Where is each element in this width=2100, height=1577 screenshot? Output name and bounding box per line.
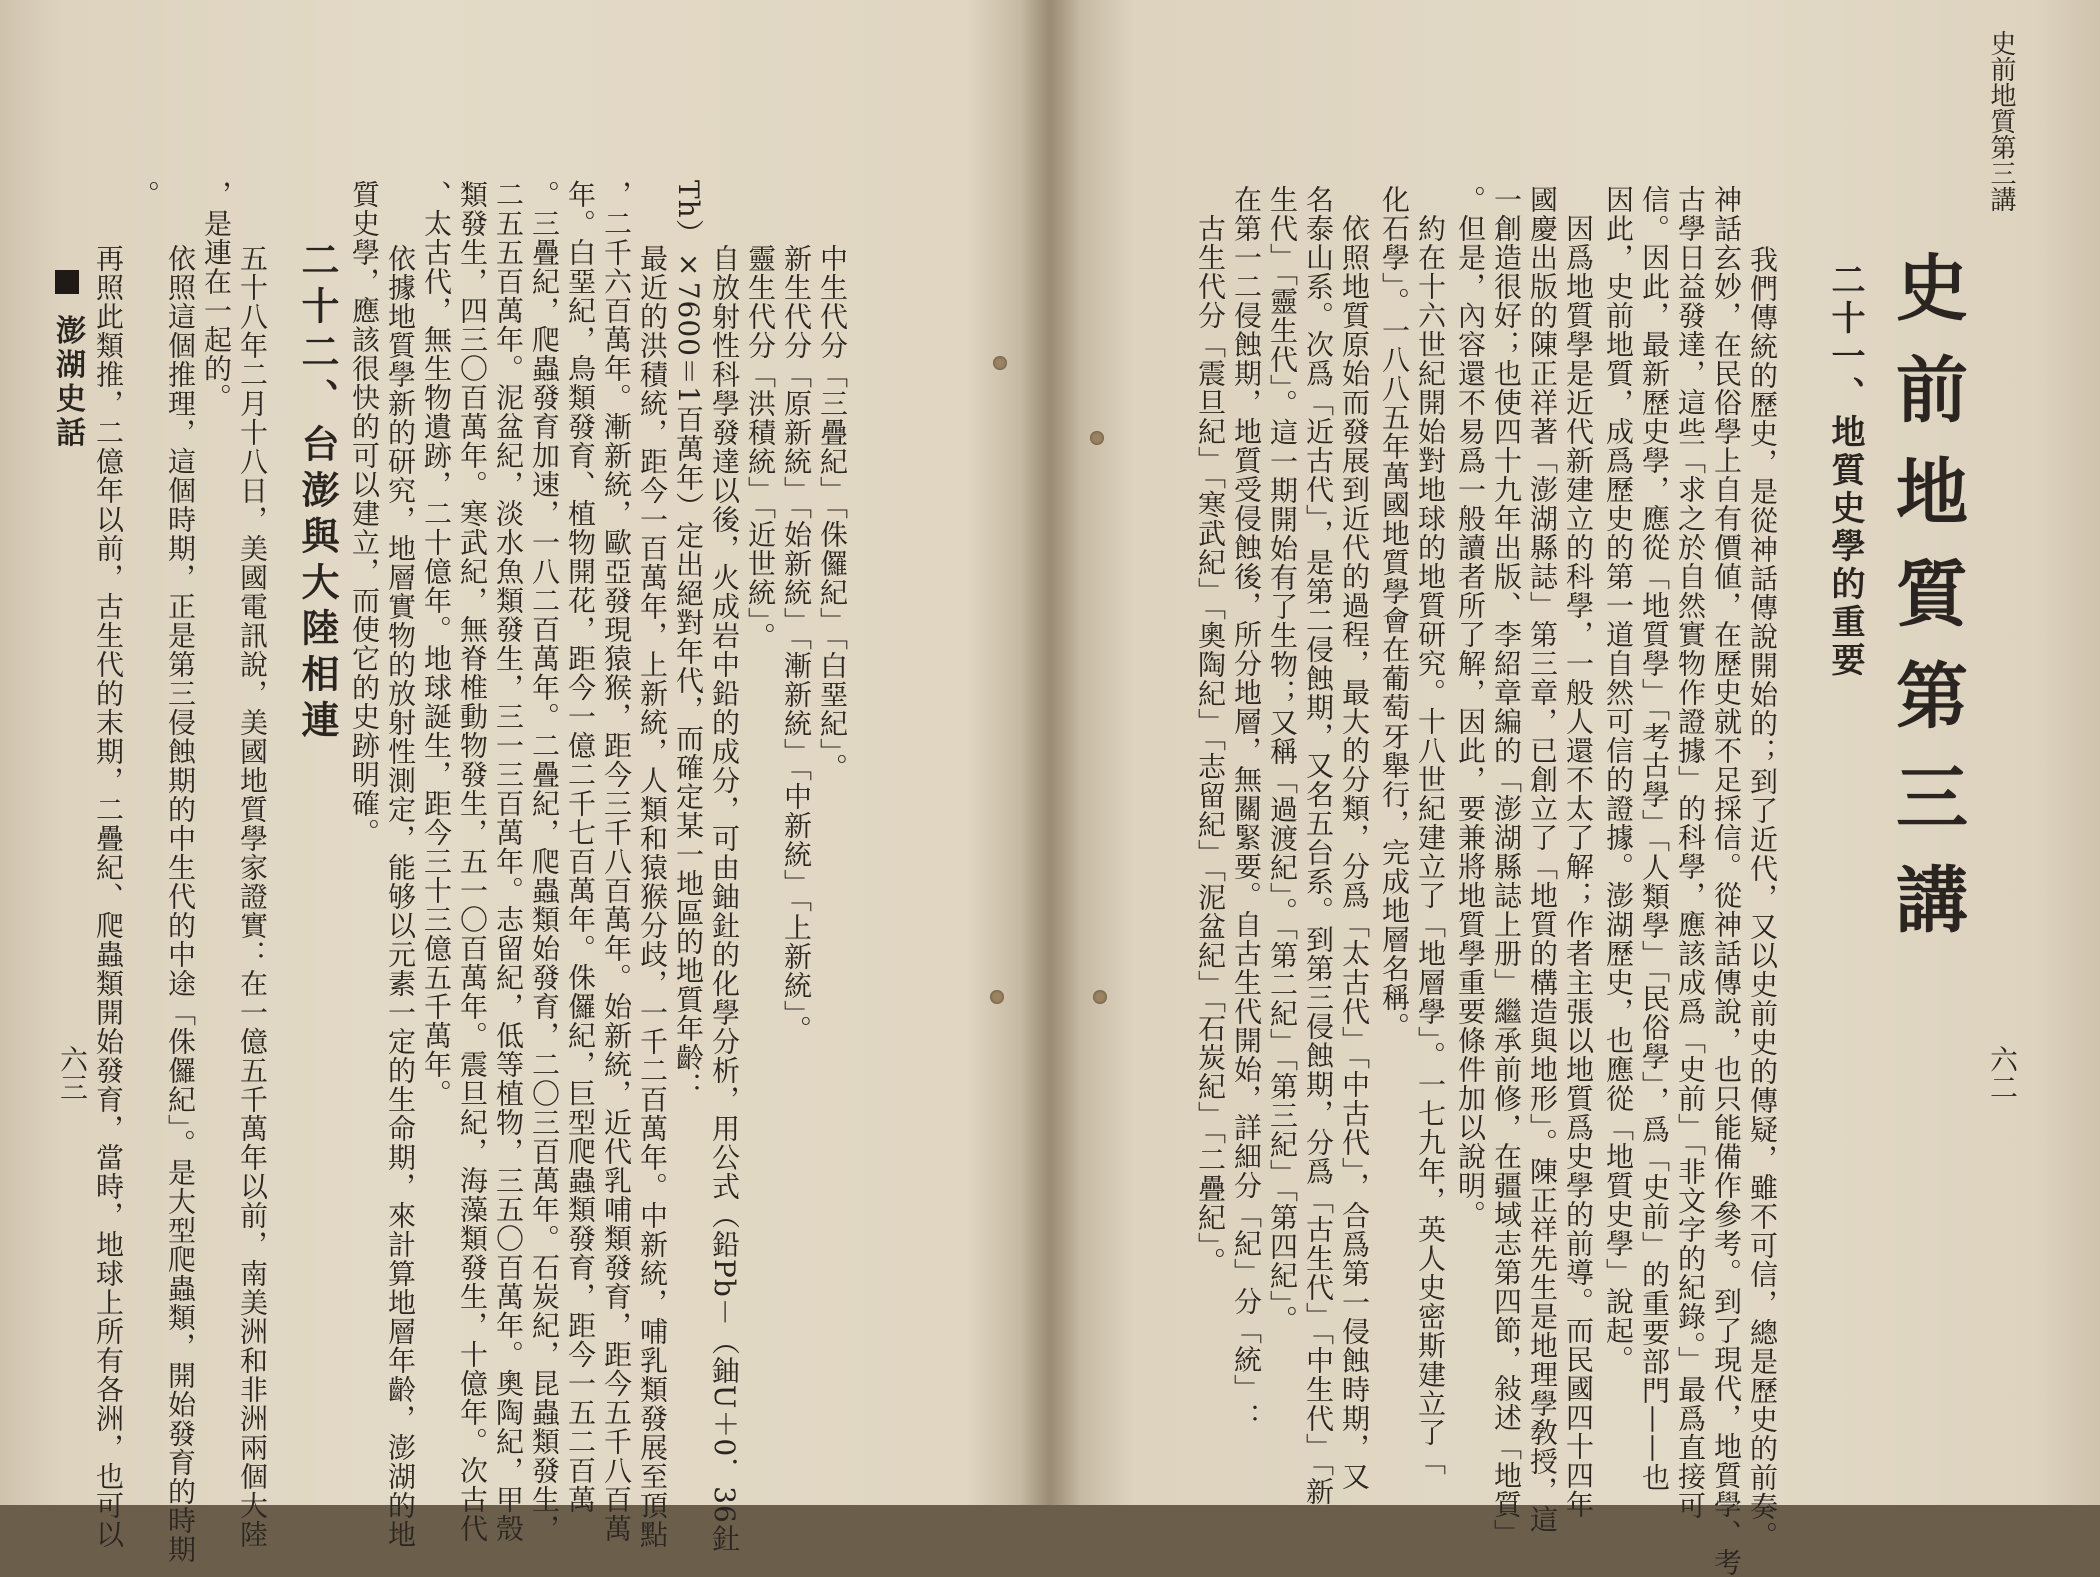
folio-marker-icon [55,270,79,294]
text-column: ，是連在一起的。 [200,180,233,412]
text-column: 類發生，四三〇百萬年。寒武紀，無脊椎動物發生，五一〇百萬年。震旦紀，海藻類發生，十億年。次古代 [456,180,489,1543]
text-column: 中生代分「三疊紀」「侏儸紀」「白堊紀」。 [816,215,849,782]
text-column: 。三疊紀，爬蟲發育加速，一八二百萬年。二疊紀，爬蟲類始發育，二〇三百萬年。石炭紀，昆蟲類發生， [528,180,561,1543]
book-folio [50,270,85,451]
text-column: 信。因此，最新歷史學，應從「地質學」「考古學」「人類學」「民俗學」，爲「史前」的重要部門——也 [1638,185,1671,1492]
text-column: 國慶出版的陳正祥著「澎湖縣誌」第三章，已創立了「地質的構造與地形」。陳正祥先生是地理學敎授，這 [1526,185,1559,1534]
section-heading-22: 二十二、台澎與大陸相連 [295,240,340,746]
text-column: 生代」「靈生代」。這一期開始有了生物；又稱「過渡紀」。「第二紀」「第三紀」「第四紀」。 [1266,185,1299,1334]
text-column: 年。白堊紀，鳥類發育、植物開花，距今一億二千七百萬年。侏儸紀，巨型爬蟲類發育，距今一五二百萬 [564,180,597,1514]
page-number: 六三 [56,1045,89,1101]
text-column: 因此，史前地質，成爲歷史的第一道自然可信的證據。澎湖歷史，也應從「地質史學」說起。 [1602,185,1635,1374]
book-title: 澎湖史話 [50,314,85,451]
running-head: 史前地質第三講 [1986,30,2016,212]
text-column: 新生代分「原新統」「始新統」「漸新統」「中新統」「上新統」。 [780,215,813,1044]
text-column: 自放射性科學發達以後，火成岩中鉛的成分，可由鈾釷的化學分析，用公式（鉛Pb－（鈾U＋0．36釷 [708,215,741,1553]
text-column: 古學日益發達，這些「求之於自然實物作證據」的科學，應該成爲「史前」「非文字的紀錄。」最爲直接可 [1674,185,1707,1520]
text-column: 。 [128,180,161,209]
text-column: 名泰山系。次爲「近古代」，是第二侵蝕期，又名五台系。到第三侵蝕期，分爲「古生代」「中生代」「新 [1302,185,1335,1506]
text-column: 二五五百萬年。泥盆紀，淡水魚類發生，三一三百萬年。志留紀，低等植物，三五〇百萬年。奧陶紀，甲殼 [492,180,525,1543]
text-column: 在第一二侵蝕期，地質受侵蝕後，所分地層，無關緊要。自古生代開始，詳細分「紀」分「統」： [1230,185,1263,1432]
text-column: 我們傳統的歷史，是從神話傳說開始的；到了近代，又以史前史的傳疑，雖不可信，總是歷史的前奏。 [1746,245,1779,1550]
page-number: 六二 [1986,1045,2019,1101]
text-column: 神話玄妙，在民俗學上自有價値，在歷史就不足採信。從神話傳說，也只能備作參考。到了現代，地質學、考 [1710,185,1743,1577]
text-column: 約在十六世紀開始對地球的地質研究。十八世紀建立了「地層學」。一七九年，英人史密斯建立了「 [1414,185,1447,1476]
text-column: 靈生代分「洪積統」「近世統」。 [744,215,777,651]
text-column: Th）×7600＝1百萬年）定出絕對年代，而確定某一地區的地質年齡： [672,180,705,1101]
left-page [0,0,1050,1564]
text-column: 質史學，應該很快的可以建立，而使它的史跡明確。 [348,180,381,847]
lecture-title: 史前地質第三講 [1884,250,1969,964]
text-column: 五十八年二月十八日，美國電訊說，美國地質學家證實：在一億五千萬年以前，南美洲和非洲兩個大陸 [236,215,269,1549]
text-column: 古生代分「震旦紀」「寒武紀」「奧陶紀」「志留紀」「泥盆紀」「石炭紀」「二疊紀」。 [1194,185,1227,1276]
text-column: 再照此類推，二億年以前，古生代的末期，二疊紀、爬蟲類開始發育，當時，地球上所有各洲，也可以 [92,215,125,1549]
text-column: 一創造很好；也使四十九年出版、李紹章編的「澎湖縣誌上册」繼承前修，在疆域志第四節，敍述「地質」 [1490,185,1523,1548]
text-column: 化石學」。一八八五年萬國地質學會在葡萄牙舉行，完成地層名稱。 [1378,185,1411,1041]
section-heading-21: 二十一、地質史學的重要 [1825,262,1865,680]
right-page [1050,0,2100,1577]
text-column: 、太古代，無生物遺跡，二十億年。地球誕生，距今三十三億五千萬年。 [420,180,453,1108]
text-column: 依據地質學新的研究，地層實物的放射性測定，能够以元素一定的生命期，來計算地層年齡，澎湖的地 [384,215,417,1549]
text-column: 最近的洪積統，距今一百萬年，上新統，人類和猿猴分歧，一千二百萬年。中新統，哺乳類發展至頂點 [636,215,669,1549]
text-column: 因爲地質學是近代新建立的科學，一般人還不太了解；作者主張以地質爲史學的前導。而民國四十四年 [1562,185,1595,1519]
text-column: 。但是，內容還不易爲一般讀者所了解，因此，要兼將地質學重要條件加以說明。 [1454,185,1487,1229]
text-column: 依照地質原始而發展到近代的過程，最大的分類，分爲「太古代」「中古代」，合爲第一侵蝕時期，又 [1338,185,1371,1491]
text-column: ，二千六百萬年。漸新統，歐亞發現猿猴，距今三千八百萬年。始新統，近代乳哺類發育，距今五千八百萬 [600,180,633,1543]
text-column: 依照這個推理，這個時期，正是第三侵蝕期的中生代的中途「侏儸紀」。是大型爬蟲類，開始發育的時期 [164,215,197,1564]
